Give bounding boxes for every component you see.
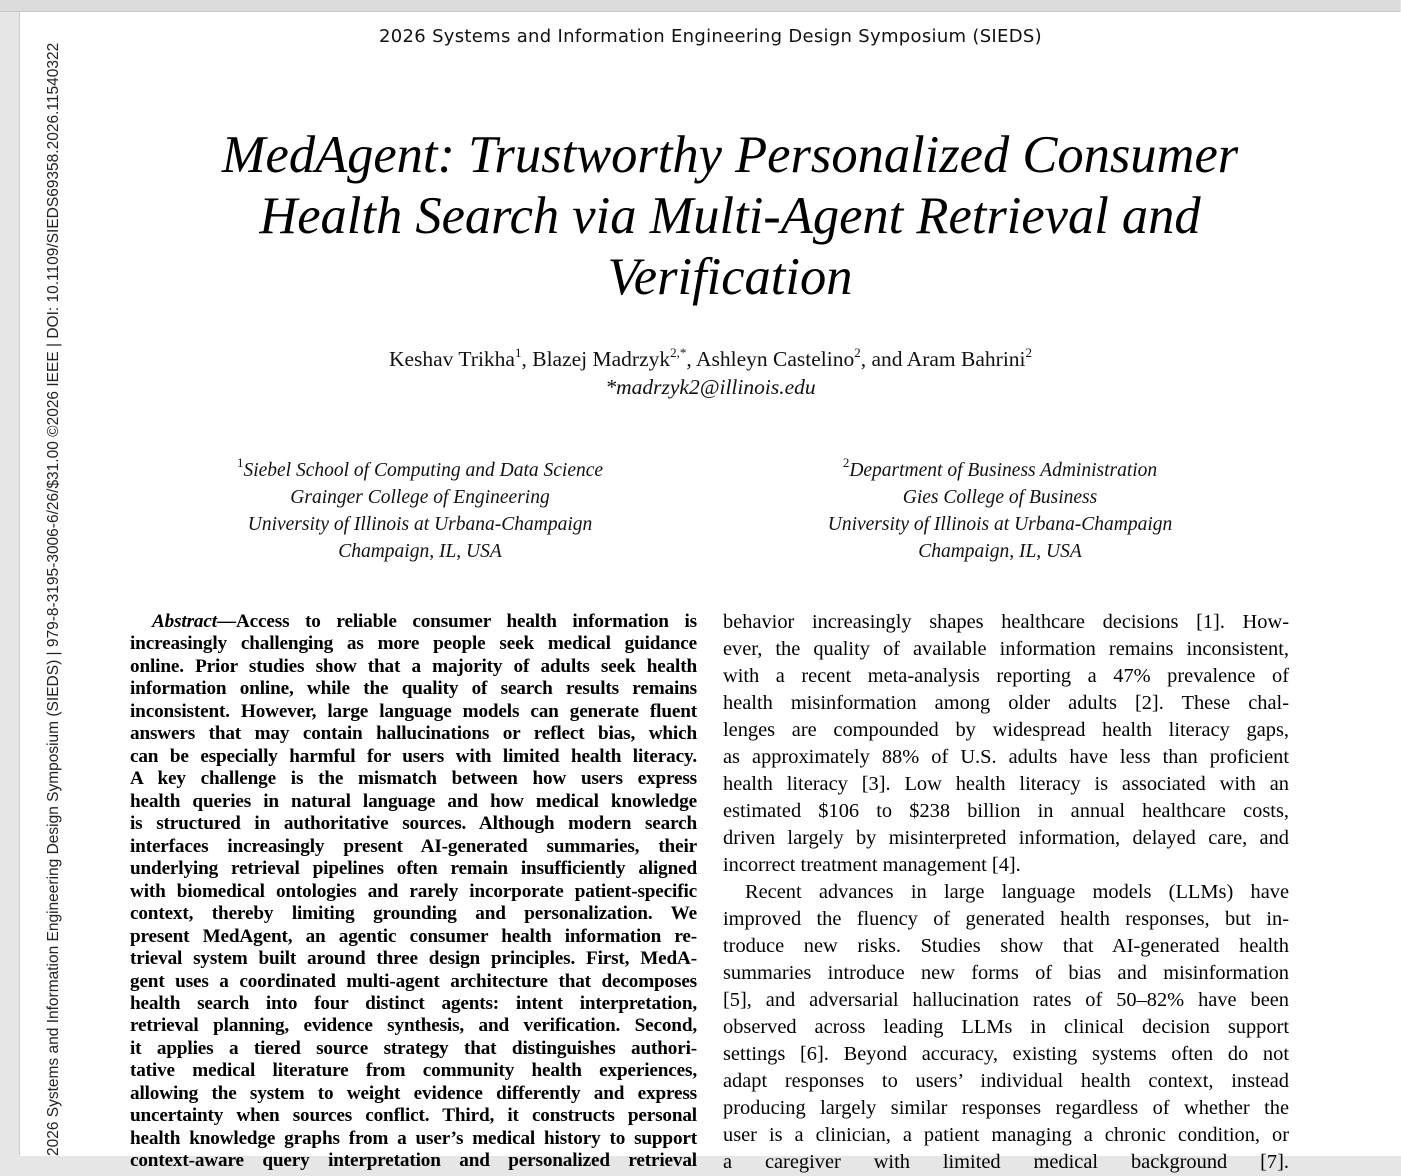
abstract-line: retrieval planning, evidence synthesis, and verification. Second,	[130, 1015, 697, 1037]
body-line: estimated $106 to $238 billion in annual healthcare costs,	[723, 800, 1289, 822]
body-line: as approximately 88% of U.S. adults have less than proficient	[723, 746, 1289, 768]
author-affiliation-mark: 1	[514, 345, 522, 360]
corresponding-email: *madrzyk2@illinois.edu	[605, 375, 816, 399]
body-line: with a recent meta-analysis reporting a 47% prevalence of	[723, 665, 1289, 687]
title-line: Verification	[607, 248, 853, 306]
body-line: driven largely by misinterpreted information, delayed care, and	[723, 827, 1289, 849]
abstract-line: allowing the system to weight evidence differently and express	[130, 1082, 697, 1104]
author-name: Keshav Trikha	[388, 347, 515, 371]
abstract-line: with biomedical ontologies and rarely incorporate patient-specific	[130, 880, 697, 902]
abstract-line: tative medical literature from community health experiences,	[130, 1060, 697, 1082]
abstract	[130, 611, 697, 1173]
body-line: observed across leading LLMs in clinical decision support	[723, 1016, 1289, 1038]
abstract-line: information online, while the quality of search results remains	[130, 678, 697, 700]
body-line: lenges are compounded by widespread health literacy gaps,	[723, 719, 1289, 741]
affiliation-line: University of Illinois at Urbana-Champaign	[247, 514, 593, 535]
affiliation-mark: 2	[842, 455, 850, 470]
abstract-line: it applies a tiered source strategy that distinguishes authori-	[130, 1037, 697, 1059]
affiliation-line: $^2$Department of Business Administration	[842, 455, 1158, 481]
doi-margin-text: 2026 Systems and Information Engineering Design Symposium (SIEDS) | 979-8-3195-3006-6/26/$31.00 ©2026 IEEE | DOI: 10.1109/SIEDS69358.2026.11540322	[45, 42, 62, 1156]
body-line: Recent advances in large language models (LLMs) have	[745, 881, 1289, 903]
title-line: Health Search via Multi-Agent Retrieval and	[259, 187, 1201, 245]
abstract-line: Abstract—Access to reliable consumer health information is	[152, 611, 697, 632]
abstract-line: context-aware query interpretation and personalized retrieval	[130, 1150, 697, 1172]
affiliation-line: Champaign, IL, USA	[918, 541, 1082, 562]
affiliation-line: Gies College of Business	[902, 487, 1098, 508]
author-affiliation-mark: 2,*	[670, 345, 687, 360]
paper-page	[19, 12, 1401, 1173]
conference-header: 2026 Systems and Information Engineering Design Symposium (SIEDS)	[379, 26, 1042, 47]
affiliation-line: University of Illinois at Urbana-Champaign	[827, 514, 1173, 535]
body-line: health literacy [3]. Low health literacy is associated with an	[723, 773, 1289, 795]
author-name: Ashleyn Castelino	[695, 347, 855, 371]
body-line: troduce new risks. Studies show that AI-generated health	[723, 935, 1289, 957]
body-line: settings [6]. Beyond accuracy, existing systems often do not	[723, 1043, 1289, 1065]
body-line: adapt responses to users’ individual health context, instead	[723, 1070, 1289, 1092]
affiliation-mark: 1	[236, 455, 244, 470]
abstract-line: A key challenge is the mismatch between how users express	[130, 768, 697, 790]
abstract-label: Abstract	[152, 611, 217, 632]
author-list	[20, 347, 1401, 372]
abstract-line: uncertainty when sources conflict. Third, it constructs personal	[130, 1105, 697, 1127]
body-line: health misinformation among older adults [2]. These chal-	[723, 692, 1289, 714]
abstract-line: is structured in authoritative sources. Although modern search	[130, 813, 697, 835]
abstract-line: context, thereby limiting grounding and personalization. We	[130, 903, 697, 925]
author-affiliation-mark: 2	[854, 345, 861, 360]
affiliation-line: Grainger College of Engineering	[290, 487, 550, 508]
viewer-top-bar	[0, 0, 1400, 12]
abstract-line: underlying retrieval pipelines often remain insufficiently aligned	[130, 858, 697, 880]
affiliation-line: Champaign, IL, USA	[338, 541, 502, 562]
body-line: improved the fluency of generated health responses, but in-	[723, 908, 1289, 930]
author-separator: , and	[860, 347, 907, 371]
affiliation-1	[220, 457, 620, 565]
body-line: [5], and adversarial hallucination rates of 50–82% have been	[723, 989, 1289, 1011]
author-separator: ,	[686, 347, 696, 371]
abstract-line: can be especially harmful for users with limited health literacy.	[130, 745, 697, 767]
body-line: ever, the quality of available information remains inconsistent,	[723, 638, 1289, 660]
author-name: Aram Bahrini	[906, 347, 1026, 371]
abstract-line: online. Prior studies show that a majority of adults seek health	[130, 655, 697, 677]
abstract-line: gent uses a coordinated multi-agent architecture that decomposes	[130, 970, 697, 992]
title-line: MedAgent: Trustworthy Personalized Consumer	[221, 126, 1239, 184]
abstract-line: present MedAgent, an agentic consumer health information re-	[130, 925, 697, 947]
affiliation-2	[800, 457, 1200, 565]
abstract-line: answers that may contain hallucinations or reflect bias, which	[130, 723, 697, 745]
affiliation-line: $^1$Siebel School of Computing and Data Science	[236, 455, 604, 481]
body-line: producing largely similar responses regardless of whether the	[723, 1097, 1289, 1119]
body-line: user is a clinician, a patient managing a chronic condition, or	[723, 1124, 1289, 1146]
body-line: incorrect treatment management [4].	[723, 854, 1021, 876]
abstract-line: trieval system built around three design principles. First, MedA-	[130, 948, 697, 970]
author-affiliation-mark: 2	[1025, 345, 1033, 360]
intro-column	[723, 609, 1289, 1176]
abstract-line: inconsistent. However, large language models can generate fluent	[130, 700, 697, 722]
abstract-line: health knowledge graphs from a user’s medical history to support	[130, 1127, 697, 1149]
abstract-line: interfaces increasingly present AI-generated summaries, their	[130, 835, 697, 857]
paper-title	[170, 125, 1290, 308]
body-line: summaries introduce new forms of bias and misinformation	[723, 962, 1289, 984]
author-name: Blazej Madrzyk	[532, 347, 671, 371]
body-line: a caregiver with limited medical background [7].	[723, 1151, 1289, 1173]
abstract-line: increasingly challenging as more people seek medical guidance	[130, 633, 697, 655]
author-separator: ,	[521, 347, 533, 371]
abstract-line: health search into four distinct agents: intent interpretation,	[130, 992, 697, 1014]
abstract-line: health queries in natural language and how medical knowledge	[130, 790, 697, 812]
body-line: behavior increasingly shapes healthcare decisions [1]. How-	[723, 611, 1289, 633]
